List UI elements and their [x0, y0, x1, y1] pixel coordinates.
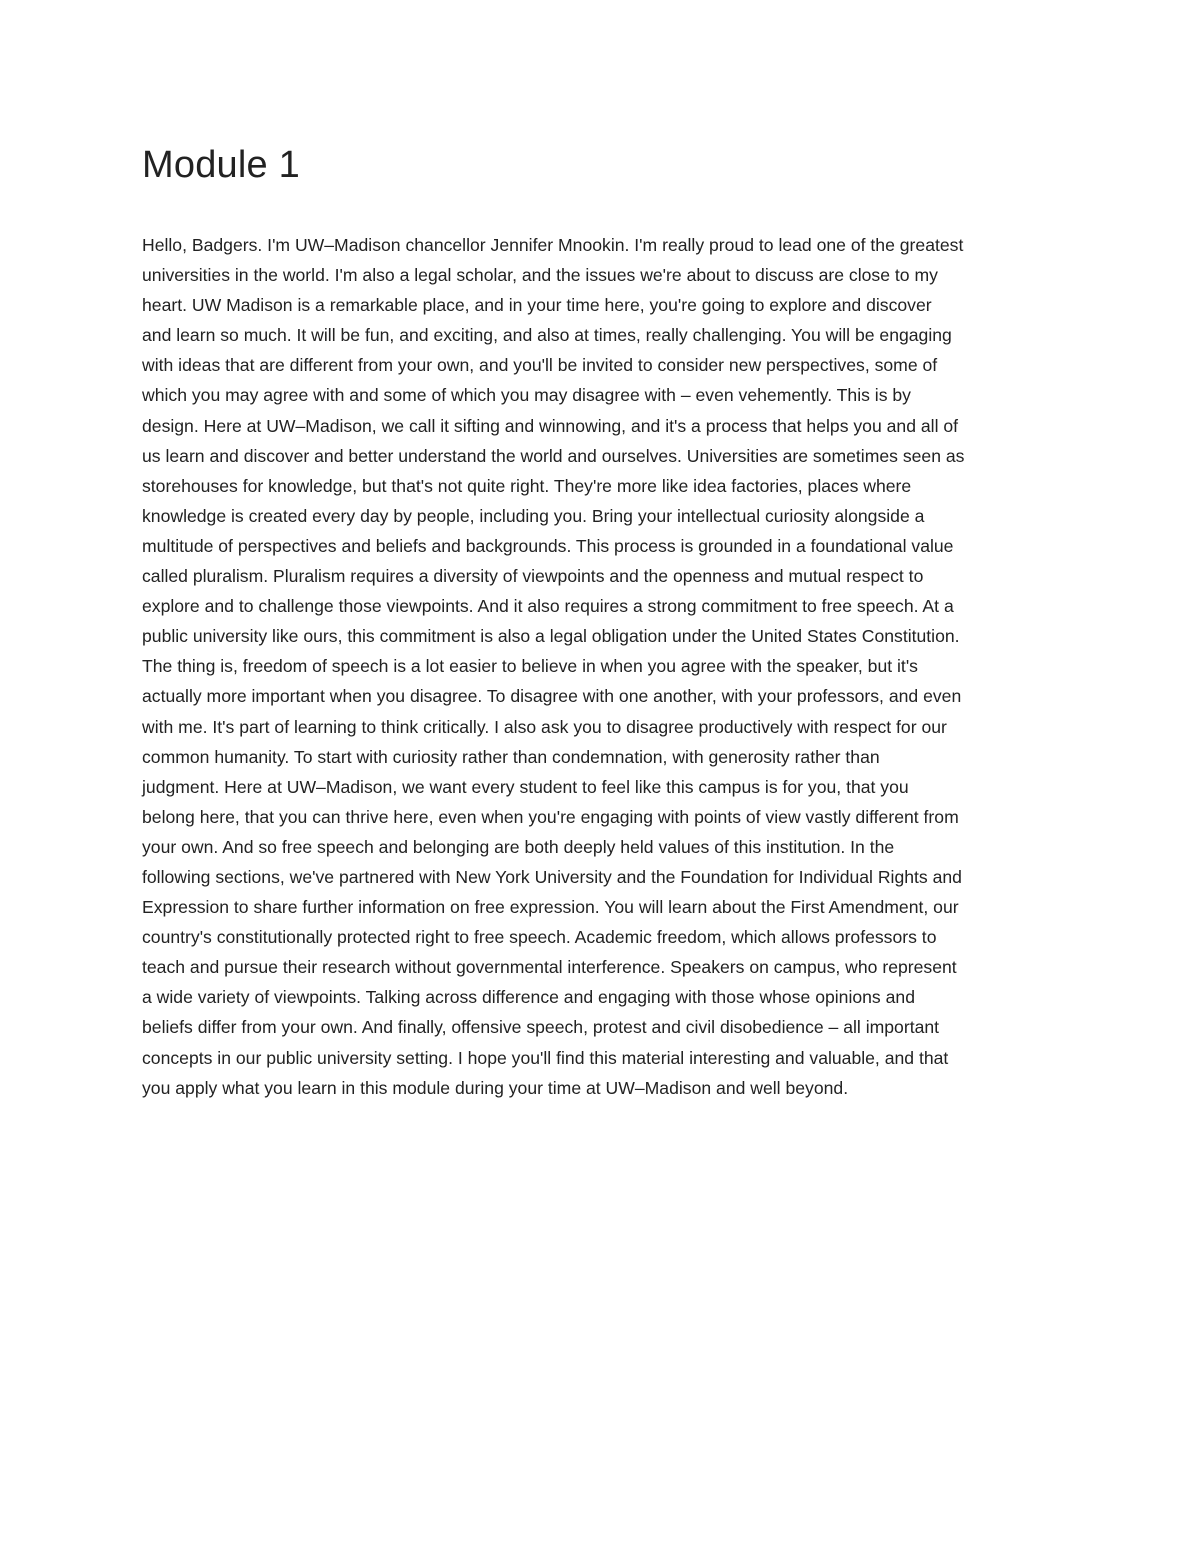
paragraph-line: which you may agree with and some of which you may disagree with – even vehemently. This is by — [142, 385, 911, 406]
paragraph-line: common humanity. To start with curiosity rather than condemnation, with generosity rather than — [142, 746, 880, 767]
paragraph-line: Expression to share further information on free expression. You will learn about the First Amendment, our — [142, 897, 959, 918]
paragraph-line: and learn so much. It will be fun, and exciting, and also at times, really challenging. You will be engaging — [142, 325, 952, 346]
paragraph-line: with me. It's part of learning to think critically. I also ask you to disagree productively with respect for our — [142, 716, 947, 737]
paragraph-line: with ideas that are different from your own, and you'll be invited to consider new perspectives, some of — [142, 355, 938, 376]
paragraph-line: a wide variety of viewpoints. Talking across difference and engaging with those whose opinions and — [142, 987, 915, 1008]
paragraph-line: following sections, we've partnered with New York University and the Foundation for Individual Rights and — [142, 866, 962, 887]
paragraph-line: universities in the world. I'm also a legal scholar, and the issues we're about to discuss are close to my — [142, 265, 938, 286]
paragraph-line: design. Here at UW–Madison, we call it sifting and winnowing, and it's a process that helps you and all of — [142, 415, 959, 436]
paragraph-line: concepts in our public university setting. I hope you'll find this material interesting and valuable, and that — [142, 1047, 949, 1068]
paragraph-line: storehouses for knowledge, but that's not quite right. They're more like idea factories, places where — [142, 475, 912, 496]
paragraph-line: public university like ours, this commitment is also a legal obligation under the United States Constitution. — [142, 626, 960, 647]
paragraph-line: actually more important when you disagree. To disagree with one another, with your professors, and even — [142, 686, 962, 707]
paragraph-line: called pluralism. Pluralism requires a diversity of viewpoints and the openness and mutual respect to — [142, 566, 924, 587]
paragraph-line: Hello, Badgers. I'm UW–Madison chancellor Jennifer Mnookin. I'm really proud to lead one of the greatest — [142, 235, 964, 255]
paragraph-line: you apply what you learn in this module during your time at UW–Madison and well beyond. — [142, 1077, 849, 1098]
paragraph-line: The thing is, freedom of speech is a lot easier to believe in when you agree with the speaker, but it's — [142, 656, 918, 677]
paragraph-line: us learn and discover and better understand the world and ourselves. Universities are sometimes seen as — [142, 445, 965, 466]
paragraph-line: multitude of perspectives and beliefs and backgrounds. This process is grounded in a foundational value — [142, 535, 954, 556]
paragraph-line: belong here, that you can thrive here, even when you're engaging with points of view vastly different from — [142, 806, 959, 827]
paragraph-line: your own. And so free speech and belonging are both deeply held values of this institution. In the — [142, 836, 895, 857]
paragraph-line: country's constitutionally protected right to free speech. Academic freedom, which allows professors to — [142, 927, 937, 948]
body-paragraph — [142, 230, 1072, 1103]
paragraph-line: explore and to challenge those viewpoints. And it also requires a strong commitment to free speech. At a — [142, 596, 954, 617]
paragraph-line: judgment. Here at UW–Madison, we want every student to feel like this campus is for you, that you — [142, 776, 909, 797]
paragraph-line: teach and pursue their research without governmental interference. Speakers on campus, who represent — [142, 957, 957, 978]
paragraph-line: knowledge is created every day by people, including you. Bring your intellectual curiosity alongside a — [142, 505, 925, 526]
paragraph-line: heart. UW Madison is a remarkable place, and in your time here, you're going to explore and discover — [142, 295, 932, 316]
paragraph-line: beliefs differ from your own. And finally, offensive speech, protest and civil disobedience – all important — [142, 1017, 940, 1038]
page-title: Module 1 — [142, 144, 300, 186]
